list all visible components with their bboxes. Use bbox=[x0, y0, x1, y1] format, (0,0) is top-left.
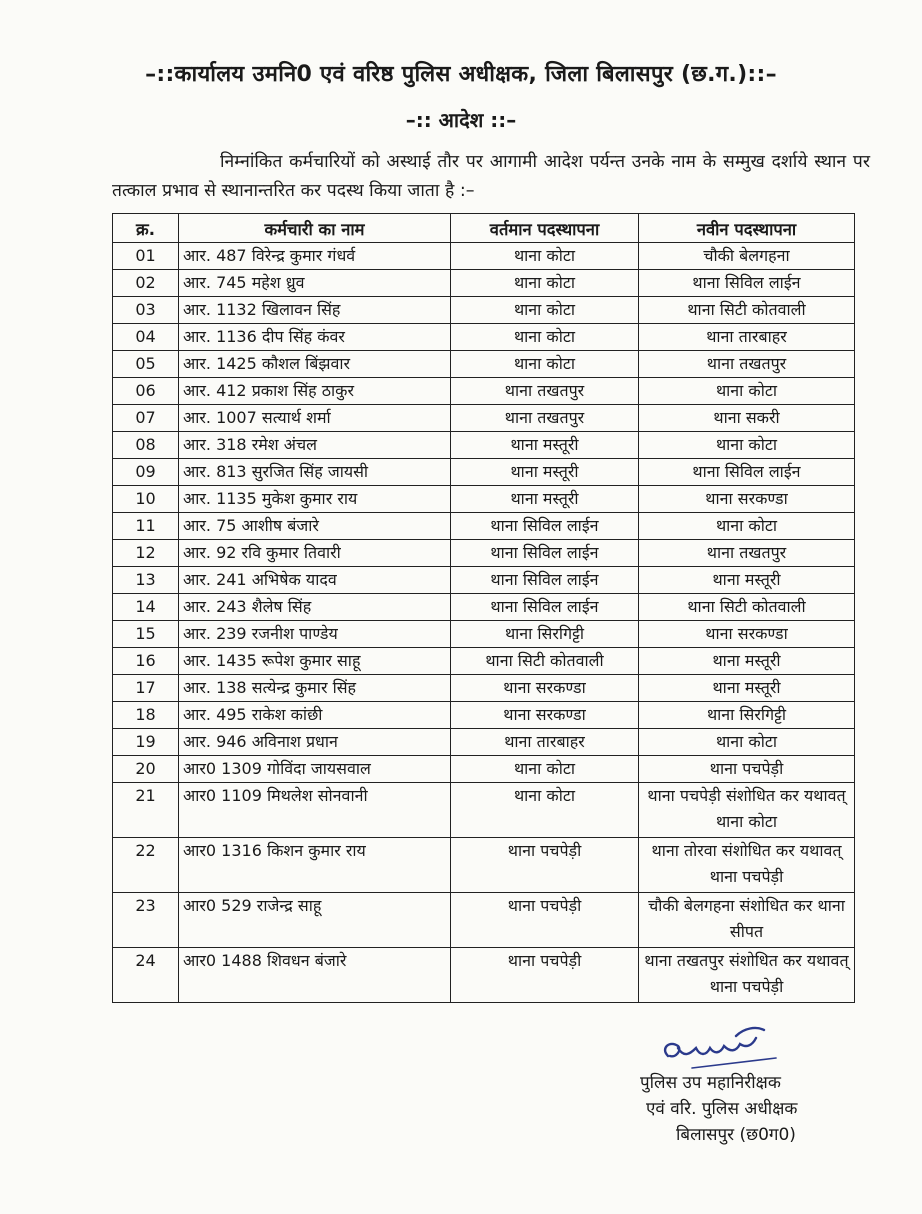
row-employee-name: आर0 1488 शिवधन बंजारे bbox=[179, 948, 451, 1003]
row-serial: 09 bbox=[113, 459, 179, 486]
table-row bbox=[113, 567, 855, 594]
row-employee-name: आर. 495 राकेश कांछी bbox=[179, 702, 451, 729]
handwritten-signature bbox=[652, 1018, 782, 1076]
table-row bbox=[113, 324, 855, 351]
row-current-posting: थाना सिविल लाईन bbox=[451, 513, 639, 540]
row-employee-name: आर. 239 रजनीश पाण्डेय bbox=[179, 621, 451, 648]
table-body bbox=[113, 243, 855, 1003]
table-row bbox=[113, 729, 855, 756]
row-current-posting: थाना सिविल लाईन bbox=[451, 540, 639, 567]
order-heading: –:: आदेश ::– bbox=[405, 108, 517, 132]
row-new-posting: थाना तारबाहर bbox=[639, 324, 855, 351]
row-employee-name: आर. 1135 मुकेश कुमार राय bbox=[179, 486, 451, 513]
row-serial: 08 bbox=[113, 432, 179, 459]
row-current-posting: थाना कोटा bbox=[451, 756, 639, 783]
row-serial: 06 bbox=[113, 378, 179, 405]
row-employee-name: आर. 1425 कौशल बिंझवार bbox=[179, 351, 451, 378]
row-current-posting: थाना कोटा bbox=[451, 297, 639, 324]
table-row bbox=[113, 540, 855, 567]
header-serial: क्र. bbox=[113, 214, 179, 243]
table-row bbox=[113, 351, 855, 378]
row-new-posting: थाना सिरगिट्टी bbox=[639, 702, 855, 729]
intro-paragraph: निम्नांकित कर्मचारियों को अस्थाई तौर पर आगामी आदेश पर्यन्त उनके नाम के सम्मुख दर्शाये स्थान पर तत्काल प्रभाव से स्थानान्तरित कर पदस्थ किया जाता है :– bbox=[112, 152, 870, 201]
row-employee-name: आर. 745 महेश ध्रुव bbox=[179, 270, 451, 297]
row-current-posting: थाना मस्तूरी bbox=[451, 432, 639, 459]
row-new-posting: थाना पचपेड़ी bbox=[639, 756, 855, 783]
row-current-posting: थाना तखतपुर bbox=[451, 405, 639, 432]
row-employee-name: आर. 318 रमेश अंचल bbox=[179, 432, 451, 459]
row-new-posting: थाना तोरवा संशोधित कर यथावत् थाना पचपेड़ी bbox=[639, 838, 855, 893]
table-row bbox=[113, 783, 855, 838]
row-new-posting: थाना मस्तूरी bbox=[639, 648, 855, 675]
row-employee-name: आर. 138 सत्येन्द्र कुमार सिंह bbox=[179, 675, 451, 702]
row-serial: 22 bbox=[113, 838, 179, 893]
row-current-posting: थाना तखतपुर bbox=[451, 378, 639, 405]
row-current-posting: थाना सरकण्डा bbox=[451, 675, 639, 702]
signatory-location: बिलासपुर (छ0ग0) bbox=[676, 1125, 796, 1145]
row-employee-name: आर. 813 सुरजित सिंह जायसी bbox=[179, 459, 451, 486]
row-employee-name: आर0 1316 किशन कुमार राय bbox=[179, 838, 451, 893]
row-serial: 14 bbox=[113, 594, 179, 621]
row-current-posting: थाना कोटा bbox=[451, 270, 639, 297]
row-new-posting: थाना कोटा bbox=[639, 729, 855, 756]
row-new-posting: थाना तखतपुर bbox=[639, 540, 855, 567]
row-current-posting: थाना सरकण्डा bbox=[451, 702, 639, 729]
row-employee-name: आर. 241 अभिषेक यादव bbox=[179, 567, 451, 594]
table-row bbox=[113, 486, 855, 513]
table-row bbox=[113, 513, 855, 540]
table-row bbox=[113, 270, 855, 297]
table-row bbox=[113, 675, 855, 702]
row-current-posting: थाना सिटी कोतवाली bbox=[451, 648, 639, 675]
row-serial: 12 bbox=[113, 540, 179, 567]
row-current-posting: थाना मस्तूरी bbox=[451, 486, 639, 513]
table-row bbox=[113, 432, 855, 459]
row-serial: 21 bbox=[113, 783, 179, 838]
transfer-table bbox=[112, 213, 855, 1003]
row-new-posting: थाना तखतपुर संशोधित कर यथावत् थाना पचपेड़ी bbox=[639, 948, 855, 1003]
row-serial: 23 bbox=[113, 893, 179, 948]
table-row bbox=[113, 378, 855, 405]
row-current-posting: थाना सिविल लाईन bbox=[451, 594, 639, 621]
row-new-posting: थाना सकरी bbox=[639, 405, 855, 432]
row-employee-name: आर. 75 आशीष बंजारे bbox=[179, 513, 451, 540]
signatory-post: एवं वरि. पुलिस अधीक्षक bbox=[646, 1099, 798, 1119]
row-new-posting: थाना सिविल लाईन bbox=[639, 270, 855, 297]
table-row bbox=[113, 648, 855, 675]
table-row bbox=[113, 243, 855, 270]
row-current-posting: थाना सिरगिट्टी bbox=[451, 621, 639, 648]
row-current-posting: थाना कोटा bbox=[451, 351, 639, 378]
row-new-posting: थाना कोटा bbox=[639, 378, 855, 405]
row-serial: 05 bbox=[113, 351, 179, 378]
row-new-posting: थाना तखतपुर bbox=[639, 351, 855, 378]
row-employee-name: आर0 1109 मिथलेश सोनवानी bbox=[179, 783, 451, 838]
table-row bbox=[113, 893, 855, 948]
row-new-posting: थाना पचपेड़ी संशोधित कर यथावत् थाना कोटा bbox=[639, 783, 855, 838]
row-current-posting: थाना पचपेड़ी bbox=[451, 893, 639, 948]
row-serial: 13 bbox=[113, 567, 179, 594]
row-new-posting: थाना सिटी कोतवाली bbox=[639, 297, 855, 324]
row-new-posting: चौकी बेलगहना संशोधित कर थाना सीपत bbox=[639, 893, 855, 948]
row-employee-name: आर0 529 राजेन्द्र साहू bbox=[179, 893, 451, 948]
row-serial: 10 bbox=[113, 486, 179, 513]
row-employee-name: आर. 946 अविनाश प्रधान bbox=[179, 729, 451, 756]
row-employee-name: आर. 1136 दीप सिंह कंवर bbox=[179, 324, 451, 351]
table-header-row bbox=[113, 214, 855, 243]
row-current-posting: थाना पचपेड़ी bbox=[451, 838, 639, 893]
row-new-posting: थाना कोटा bbox=[639, 513, 855, 540]
table-row bbox=[113, 594, 855, 621]
row-employee-name: आर. 1132 खिलावन सिंह bbox=[179, 297, 451, 324]
table-row bbox=[113, 621, 855, 648]
row-serial: 07 bbox=[113, 405, 179, 432]
row-new-posting: थाना सरकण्डा bbox=[639, 486, 855, 513]
row-employee-name: आर. 487 विरेन्द्र कुमार गंधर्व bbox=[179, 243, 451, 270]
row-employee-name: आर. 243 शैलेष सिंह bbox=[179, 594, 451, 621]
row-new-posting: थाना मस्तूरी bbox=[639, 567, 855, 594]
table-row bbox=[113, 838, 855, 893]
office-title: –::कार्यालय उमनि0 एवं वरिष्ठ पुलिस अधीक्षक, जिला बिलासपुर (छ.ग.)::– bbox=[145, 62, 777, 87]
row-serial: 02 bbox=[113, 270, 179, 297]
row-serial: 20 bbox=[113, 756, 179, 783]
signatory-designation: पुलिस उप महानिरीक्षक bbox=[640, 1073, 781, 1093]
row-current-posting: थाना मस्तूरी bbox=[451, 459, 639, 486]
header-current-posting: वर्तमान पदस्थापना bbox=[451, 214, 639, 243]
table-row bbox=[113, 756, 855, 783]
row-current-posting: थाना कोटा bbox=[451, 783, 639, 838]
row-serial: 19 bbox=[113, 729, 179, 756]
row-new-posting: थाना कोटा bbox=[639, 432, 855, 459]
row-employee-name: आर. 1435 रूपेश कुमार साहू bbox=[179, 648, 451, 675]
row-current-posting: थाना कोटा bbox=[451, 243, 639, 270]
row-serial: 24 bbox=[113, 948, 179, 1003]
header-employee-name: कर्मचारी का नाम bbox=[179, 214, 451, 243]
row-serial: 04 bbox=[113, 324, 179, 351]
row-serial: 01 bbox=[113, 243, 179, 270]
row-new-posting: थाना सिविल लाईन bbox=[639, 459, 855, 486]
table-row bbox=[113, 459, 855, 486]
row-serial: 03 bbox=[113, 297, 179, 324]
row-serial: 11 bbox=[113, 513, 179, 540]
row-serial: 16 bbox=[113, 648, 179, 675]
header-new-posting: नवीन पदस्थापना bbox=[639, 214, 855, 243]
row-employee-name: आर. 1007 सत्यार्थ शर्मा bbox=[179, 405, 451, 432]
row-serial: 17 bbox=[113, 675, 179, 702]
row-new-posting: थाना सरकण्डा bbox=[639, 621, 855, 648]
row-new-posting: थाना मस्तूरी bbox=[639, 675, 855, 702]
row-current-posting: थाना कोटा bbox=[451, 324, 639, 351]
row-current-posting: थाना सिविल लाईन bbox=[451, 567, 639, 594]
signature-block bbox=[640, 1070, 860, 1148]
row-current-posting: थाना पचपेड़ी bbox=[451, 948, 639, 1003]
table-row bbox=[113, 702, 855, 729]
row-serial: 18 bbox=[113, 702, 179, 729]
row-new-posting: थाना सिटी कोतवाली bbox=[639, 594, 855, 621]
row-serial: 15 bbox=[113, 621, 179, 648]
table-row bbox=[113, 297, 855, 324]
table-row bbox=[113, 948, 855, 1003]
row-new-posting: चौकी बेलगहना bbox=[639, 243, 855, 270]
row-employee-name: आर0 1309 गोविंदा जायसवाल bbox=[179, 756, 451, 783]
row-employee-name: आर. 92 रवि कुमार तिवारी bbox=[179, 540, 451, 567]
table-row bbox=[113, 405, 855, 432]
row-current-posting: थाना तारबाहर bbox=[451, 729, 639, 756]
row-employee-name: आर. 412 प्रकाश सिंह ठाकुर bbox=[179, 378, 451, 405]
